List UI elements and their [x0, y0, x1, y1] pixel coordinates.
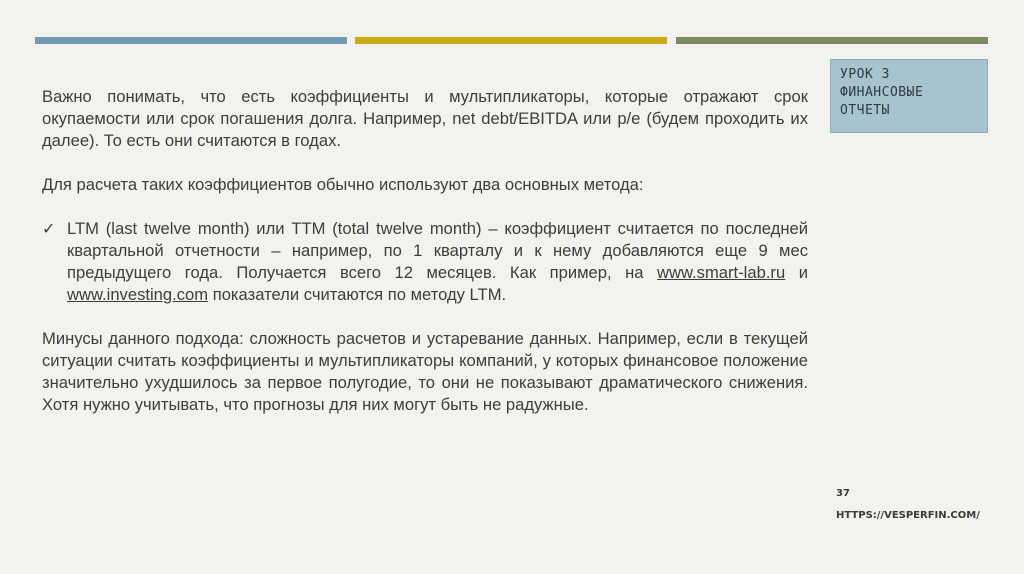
lesson-title-line-3: ОТЧЕТЫ [840, 103, 890, 118]
page-number: 37 [836, 488, 850, 499]
lesson-title-line-2: ФИНАНСОВЫЕ [840, 85, 924, 100]
drawbacks-paragraph: Минусы данного подхода: сложность расчетов и устаревание данных. Например, если в текущей ситуации считать коэффициенты и мультипликаторы компаний, у которых финансовое положение значительно ухудшилось за первое полугодие, то они не показывают драматического снижения. Хотя нужно учитывать, что прогнозы для них могут быть не радужные. [42, 329, 808, 414]
smart-lab-link[interactable]: www.smart-lab.ru [657, 263, 786, 282]
ltm-bullet [42, 218, 808, 306]
site-url: HTTPS://VESPERFIN.COM/ [836, 510, 980, 521]
methods-paragraph: Для расчета таких коэффициентов обычно используют два основных метода: [42, 175, 644, 194]
header-stripe-yellow [355, 37, 667, 44]
checkmark-icon: ✓ [42, 219, 56, 238]
intro-paragraph: Важно понимать, что есть коэффициенты и мультипликаторы, которые отражают срок окупаемости или срок погашения долга. Например, net debt/EBITDA или p/e (будем проходить их далее). То есть они считаются в годах. [42, 87, 808, 150]
lesson-title-line-1: УРОК 3 [840, 67, 890, 82]
lesson-title-box [830, 59, 988, 133]
ltm-bullet-text-2: показатели считаются по методу LTM. [208, 285, 507, 304]
slide-body [42, 86, 808, 438]
investing-link[interactable]: www.investing.com [67, 285, 209, 304]
ltm-bullet-and: и [785, 263, 808, 282]
header-stripe-green [676, 37, 988, 44]
ltm-bullet-text-1: LTM (last twelve month) или TTM (total twelve month) – коэффициент считается по последней квартальной отчетности – например, по 1 кварталу и к нему добавляются еще 9 мес предыдущего года. Получается всего 12 месяцев. Как пример, на [67, 219, 808, 282]
header-stripe-blue [35, 37, 347, 44]
